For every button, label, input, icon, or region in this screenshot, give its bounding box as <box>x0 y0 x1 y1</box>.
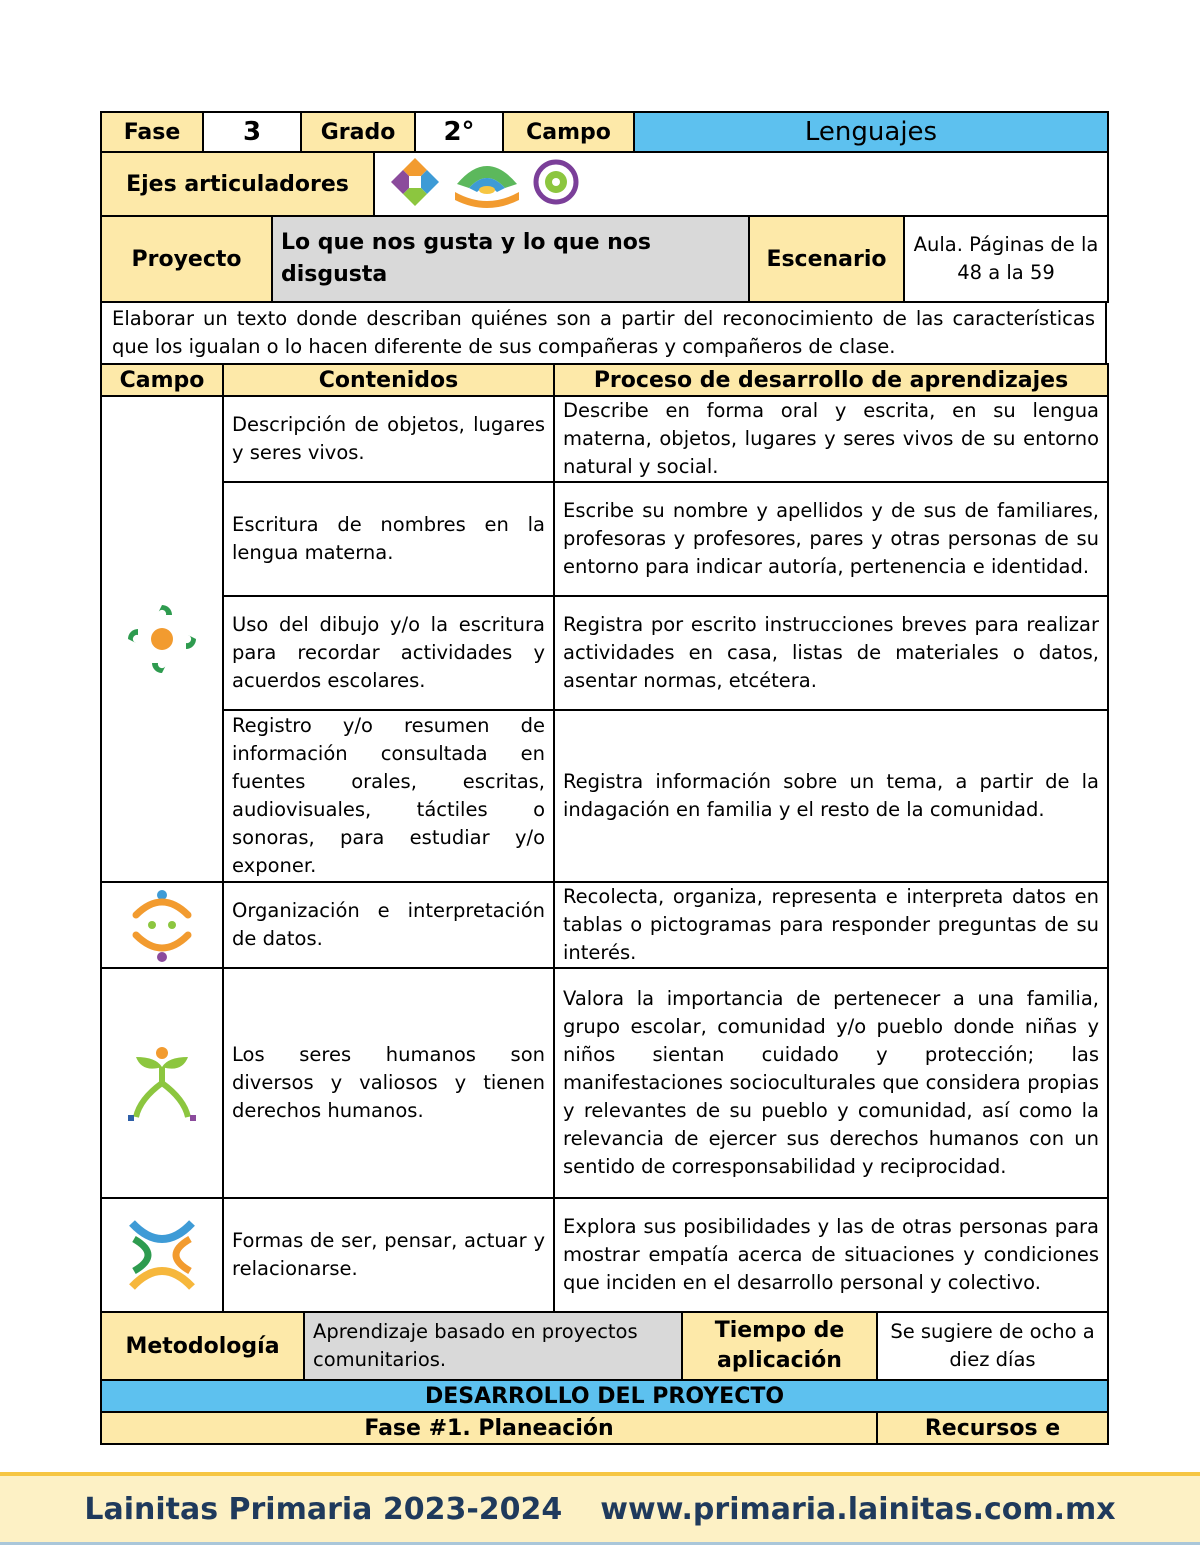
lenguajes-icon <box>110 599 214 679</box>
fase-value: 3 <box>203 112 301 152</box>
col-header-pda: Proceso de desarrollo de aprendizajes <box>554 364 1108 396</box>
col-header-campo: Campo <box>101 364 223 396</box>
page-footer <box>0 1472 1200 1542</box>
footer-title: Lainitas Primaria 2023-2024 <box>84 1491 563 1527</box>
fase-label: Fase <box>101 112 203 152</box>
pda-cell: Valora la importancia de pertenecer a una familia, grupo escolar, comunidad y/o pueblo donde niñas y niños sientan cuidado y protección; las manifestaciones socioculturales que considera propias y relevantes de su pueblo y comunidad, así como la relevancia de ejercer sus derechos humanos con un sentido de corresponsabilidad y reciprocidad. <box>554 968 1108 1198</box>
desarrollo-title: DESARROLLO DEL PROYECTO <box>101 1380 1108 1412</box>
planeacion-document <box>100 111 1107 1445</box>
contenido-cell: Uso del dibujo y/o la escritura para recordar actividades y acuerdos escolares. <box>223 596 554 710</box>
header-table <box>100 111 1109 153</box>
grado-label: Grado <box>301 112 415 152</box>
pda-cell: Registra información sobre un tema, a partir de la indagación en familia y el resto de la comunidad. <box>554 710 1108 882</box>
recursos-header: Recursos e <box>877 1412 1108 1444</box>
contenido-cell: Registro y/o resumen de información consultada en fuentes orales, escritas, audiovisuales, táctiles o sonoras, para estudiar y/o exponer. <box>223 710 554 882</box>
pda-cell: Registra por escrito instrucciones breves para realizar actividades en casa, listas de materiales o datos, asentar normas, etcétera. <box>554 596 1108 710</box>
pda-cell: Escribe su nombre y apellidos y de sus de familiares, profesoras y profesores, pares y otras personas de su entorno para indicar autoría, pertenencia e identidad. <box>554 482 1108 596</box>
campo-cell-humano <box>101 1198 223 1312</box>
fase-planeacion-title: Fase #1. Planeación <box>101 1412 877 1444</box>
artes-icon <box>531 154 581 214</box>
proyecto-label: Proyecto <box>101 216 272 302</box>
contenido-cell: Escritura de nombres en la lengua materna. <box>223 482 554 596</box>
metodologia-table <box>100 1311 1109 1381</box>
contenidos-table <box>100 363 1109 1313</box>
tiempo-value: Se sugiere de ocho a diez días <box>877 1312 1108 1380</box>
campo-cell-lenguajes <box>101 396 223 882</box>
ejes-table <box>100 151 1109 217</box>
contenido-cell: Descripción de objetos, lugares y seres vivos. <box>223 396 554 482</box>
escenario-label: Escenario <box>749 216 904 302</box>
metodologia-label: Metodología <box>101 1312 304 1380</box>
contenido-cell: Formas de ser, pensar, actuar y relacionarse. <box>223 1198 554 1312</box>
humano-comunitario-icon <box>110 1215 214 1295</box>
metodologia-value: Aprendizaje basado en proyectos comunitarios. <box>304 1312 682 1380</box>
pda-cell: Recolecta, organiza, representa e interpreta datos en tablas o pictogramas para responder preguntas de su interés. <box>554 882 1108 968</box>
inclusion-icon <box>387 154 443 214</box>
grado-value: 2° <box>415 112 503 152</box>
campo-cell-etica <box>101 968 223 1198</box>
ejes-icons <box>374 152 1108 216</box>
objetivo-table <box>100 301 1107 365</box>
campo-label: Campo <box>503 112 634 152</box>
bottom-rule <box>0 1542 1200 1553</box>
escenario-value: Aula. Páginas de la 48 a la 59 <box>904 216 1108 302</box>
etica-icon <box>110 1043 214 1123</box>
campo-value: Lenguajes <box>634 112 1108 152</box>
proyecto-title: Lo que nos gusta y lo que nos disgusta <box>272 216 749 302</box>
desarrollo-table <box>100 1379 1109 1445</box>
tiempo-label: Tiempo de aplicación <box>682 1312 877 1380</box>
objetivo-text: Elaborar un texto donde describan quiénes son a partir del reconocimiento de las características que los igualan o lo hacen diferente de sus compañeras y compañeros de clase. <box>101 302 1106 364</box>
contenido-cell: Los seres humanos son diversos y valiosos y tienen derechos humanos. <box>223 968 554 1198</box>
pda-cell: Describe en forma oral y escrita, en su lengua materna, objetos, lugares y seres vivos de su entorno natural y social. <box>554 396 1108 482</box>
ejes-label: Ejes articuladores <box>101 152 374 216</box>
pda-cell: Explora sus posibilidades y las de otras personas para mostrar empatía acerca de situaciones y condiciones que inciden en el desarrollo personal y colectivo. <box>554 1198 1108 1312</box>
footer-website: www.primaria.lainitas.com.mx <box>600 1491 1116 1527</box>
proyecto-table <box>100 215 1109 303</box>
saberes-icon <box>110 885 214 965</box>
contenido-cell: Organización e interpretación de datos. <box>223 882 554 968</box>
col-header-contenidos: Contenidos <box>223 364 554 396</box>
campo-cell-saberes <box>101 882 223 968</box>
pensamiento-critico-icon <box>449 154 525 214</box>
